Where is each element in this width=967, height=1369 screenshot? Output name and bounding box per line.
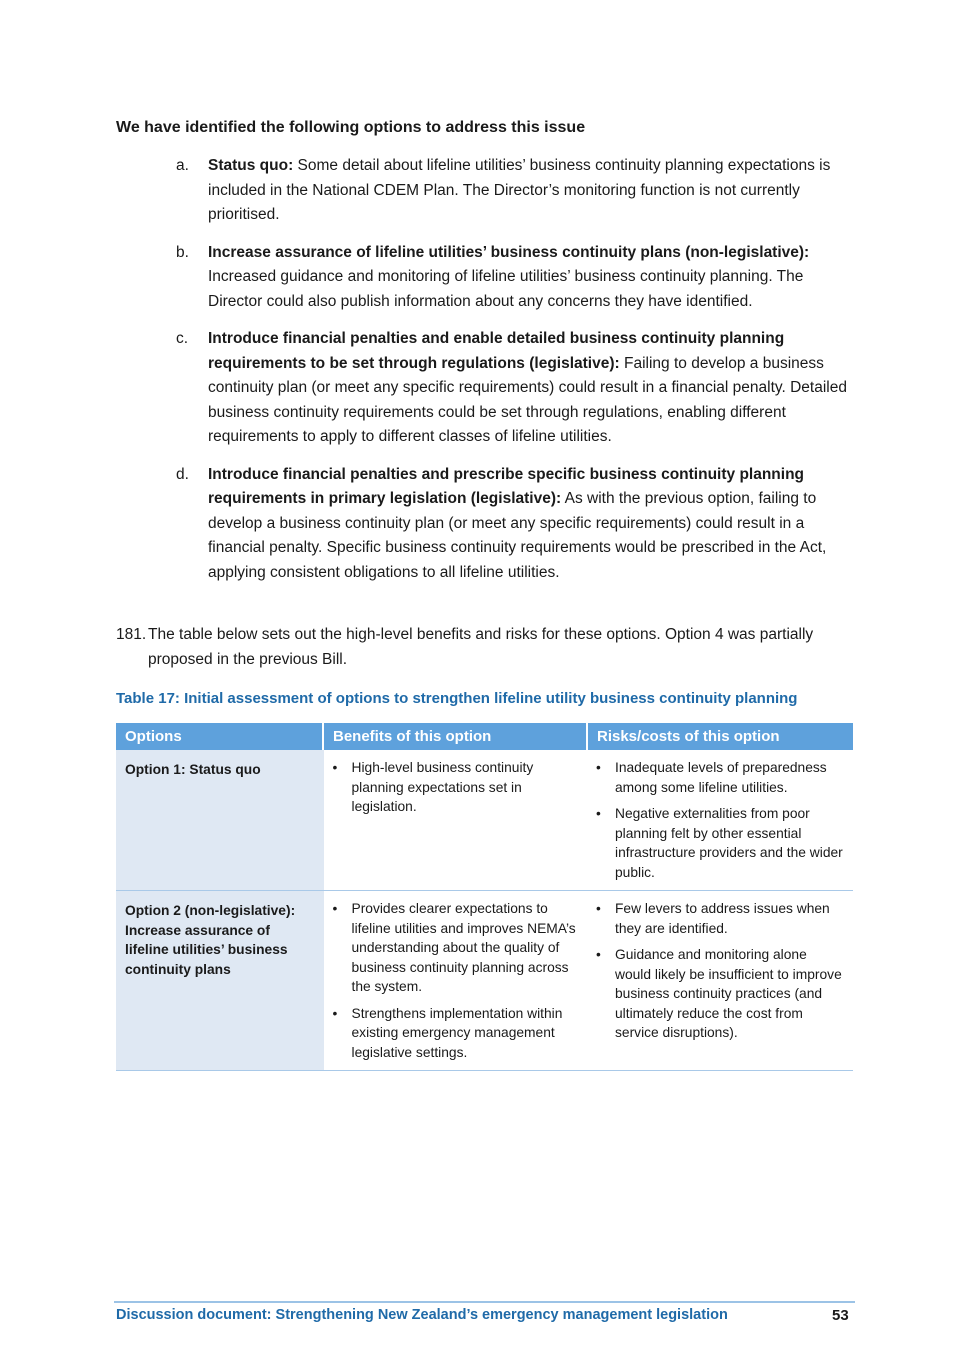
risks-list: [596, 758, 844, 882]
option-text: As with the previous option, failing to develop a business continuity plan (or meet any specific requirements) could result in a financial penalty. Specific business continuity requirements would be prescribed in the Act, applying consistent obligations to all lifeline utilities.: [208, 490, 827, 581]
benefit-item: • Provides clearer expectations to lifeline utilities and improves NEMA’s understanding about the quality of business continuity planning across the system.: [333, 899, 579, 997]
column-header-benefits: Benefits of this option: [323, 723, 587, 750]
section-heading: We have identified the following options to address this issue: [116, 119, 586, 136]
benefits-list: [333, 758, 579, 817]
assessment-table: [116, 723, 853, 1071]
option-text: Increased guidance and monitoring of lifeline utilities’ business continuity planning. The Director could also publish information about any concerns they have identified.: [208, 268, 804, 310]
risks-cell: [587, 891, 853, 1071]
option-letter: b.: [176, 243, 189, 261]
column-header-options: Options: [116, 723, 323, 750]
options-list: [0, 154, 967, 598]
table-row: [116, 750, 853, 891]
option-text: Some detail about lifeline utilities’ business continuity planning expectations is included in the National CDEM Plan. The Director’s monitoring function is not currently prioritised.: [208, 157, 831, 223]
benefits-cell: [323, 750, 587, 891]
paragraph-number: 181.: [116, 626, 147, 643]
benefit-item: • Strengthens implementation within existing emergency management legislative settings.: [333, 1004, 579, 1063]
risks-cell: [587, 750, 853, 891]
option-item: [0, 463, 853, 586]
option-item: [0, 154, 853, 228]
footer-document-title: Discussion document: Strengthening New Zealand’s emergency management legislation: [116, 1307, 728, 1323]
risk-item: • Negative externalities from poor planning felt by other essential infrastructure providers and the wider public.: [596, 804, 844, 882]
page-number: 53: [832, 1307, 849, 1324]
risk-item: • Inadequate levels of preparedness among some lifeline utilities.: [596, 758, 844, 797]
option-lead: Introduce financial penalties and prescribe specific business continuity planning requirements in primary legislation (legislative):: [208, 465, 805, 507]
option-name-cell: Option 1: Status quo: [116, 750, 323, 891]
table-row: [116, 891, 853, 1071]
option-letter: c.: [176, 330, 189, 347]
option-lead: Status quo:: [208, 157, 294, 174]
benefit-item: • High-level business continuity planning expectations set in legislation.: [333, 758, 579, 817]
table-caption: Table 17: Initial assessment of options to strengthen lifeline utility business continuity planning: [116, 690, 798, 707]
option-text: Failing to develop a business continuity plan (or meet any specific requirements) could result in a financial penalty. Detailed business continuity requirements could be set through regulations, enabling different requirements to apply to different classes of lifeline utilities.: [208, 354, 847, 445]
paragraph-text: The table below sets out the high-level benefits and risks for these options. Option 4 was partially proposed in the previous Bill.: [148, 626, 814, 668]
option-letter: d.: [176, 465, 189, 483]
benefits-list: [333, 899, 579, 1062]
benefits-cell: [323, 891, 587, 1071]
option-item: [0, 327, 853, 450]
option-lead: Introduce financial penalties and enable detailed business continuity planning requirements to be set through regulations (legislative):: [208, 330, 785, 372]
option-name-cell: Option 2 (non-legislative): Increase assurance of lifeline utilities’ business continuity plans: [116, 891, 323, 1071]
footer-divider: [114, 1301, 855, 1303]
risks-list: [596, 899, 844, 1043]
paragraph-181: [116, 623, 836, 672]
option-item: [0, 241, 853, 315]
risk-item: • Few levers to address issues when they are identified.: [596, 899, 844, 938]
option-letter: a.: [176, 157, 189, 174]
option-lead: Increase assurance of lifeline utilities’ business continuity plans (non-legislative):: [208, 243, 810, 261]
column-header-risks: Risks/costs of this option: [587, 723, 853, 750]
risk-item: • Guidance and monitoring alone would likely be insufficient to improve business continuity practices (and ultimately reduce the cost from service disruptions).: [596, 945, 844, 1043]
table-header-row: [116, 723, 853, 750]
